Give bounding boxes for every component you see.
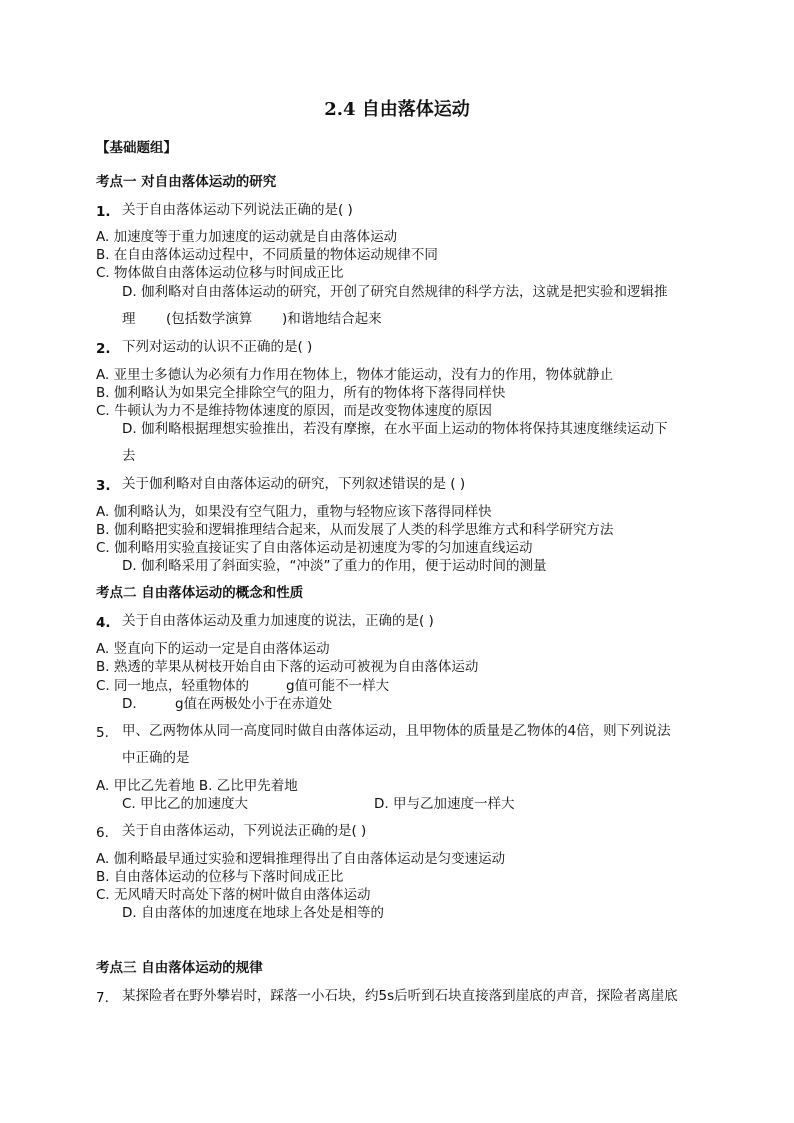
option-ab: A. 甲比乙先着地 B. 乙比甲先着地: [96, 778, 298, 794]
question-stem: 关于伽利略对自由落体运动的研究，下列叙述错误的是 ( ): [122, 476, 466, 492]
option-a: A. 伽利略最早通过实验和逻辑推理得出了自由落体运动是匀变速运动: [96, 851, 506, 867]
question-stem: 某探险者在野外攀岩时，踩落一小石块，约5s后听到石块直接落到崖底的声音，探险者离崖底: [122, 988, 678, 1004]
option-b: B. 伽利略把实验和逻辑推理结合起来，从而发展了人类的科学思维方式和科学研究方法: [96, 522, 614, 538]
option-a: A. 亚里士多德认为必须有力作用在物体上，物体才能运动，没有力的作用，物体就静止: [96, 367, 614, 383]
question-number: 3.: [96, 478, 111, 494]
option-b: B. 熟透的苹果从树枝开始自由下落的运动可被视为自由落体运动: [96, 659, 479, 675]
option-d: D. 甲与乙加速度一样大: [374, 796, 515, 812]
option-c: C. 甲比乙的加速度大: [122, 796, 249, 812]
option-a: A. 伽利略认为，如果没有空气阻力，重物与轻物应该下落得同样快: [96, 504, 492, 520]
section-heading-1: 考点一 对自由落体运动的研究: [96, 174, 277, 190]
question-stem: 关于自由落体运动及重力加速度的说法，正确的是( ): [122, 613, 434, 629]
option-a: A. 加速度等于重力加速度的运动就是自由落体运动: [96, 229, 398, 245]
option-c: C. 同一地点，轻重物体的: [96, 678, 250, 694]
question-number: 4.: [96, 615, 111, 631]
page-title: 2.4 自由落体运动: [324, 99, 470, 120]
question-number: 5.: [96, 725, 109, 741]
option-d: D. 伽利略根据理想实验推出，若没有摩擦，在水平面上运动的物体将保持其速度继续运动下: [122, 421, 668, 437]
option-d: D.: [122, 696, 137, 712]
section-heading-2: 考点二 自由落体运动的概念和性质: [96, 585, 304, 601]
group-label: 【基础题组】: [96, 140, 177, 156]
option-b: B. 伽利略认为如果完全排除空气的阻力，所有的物体将下落得同样快: [96, 385, 506, 401]
option-d-continued: 去: [122, 448, 136, 464]
question-number: 6.: [96, 825, 109, 841]
question-number: 2.: [96, 341, 111, 357]
question-stem: 关于自由落体运动，下列说法正确的是( ): [122, 823, 367, 839]
question-stem: 下列对运动的认识不正确的是( ): [122, 339, 313, 355]
option-c: C. 牛顿认为力不是维持物体速度的原因，而是改变物体速度的原因: [96, 403, 493, 419]
option-c: C. 伽利略用实验直接证实了自由落体运动是初速度为零的匀加速直线运动: [96, 540, 533, 556]
option-b: B. 在自由落体运动过程中，不同质量的物体运动规律不同: [96, 247, 438, 263]
question-number: 7.: [96, 990, 109, 1006]
option-d: D. 自由落体的加速度在地球上各处是相等的: [122, 905, 384, 921]
option-d-continued: 理: [122, 311, 136, 327]
option-a: A. 竖直向下的运动一定是自由落体运动: [96, 641, 330, 657]
question-stem: 关于自由落体运动下列说法正确的是( ): [122, 202, 353, 218]
question-stem: 甲、乙两物体从同一高度同时做自由落体运动，且甲物体的质量是乙物体的4倍，则下列说法: [122, 723, 671, 739]
question-stem-continued: 中正确的是: [122, 750, 190, 766]
question-number: 1.: [96, 204, 111, 220]
option-b: B. 自由落体运动的位移与下落时间成正比: [96, 869, 344, 885]
option-d: D. 伽利略采用了斜面实验，“冲淡”了重力的作用，便于运动时间的测量: [122, 558, 547, 574]
option-d-continued: g值在两极处小于在赤道处: [175, 696, 333, 712]
section-heading-3: 考点三 自由落体运动的规律: [96, 960, 263, 976]
option-d: D. 伽利略对自由落体运动的研究，开创了研究自然规律的科学方法，这就是把实验和逻辑推: [122, 284, 668, 300]
option-d-continued: (包括数学演算: [166, 311, 253, 327]
option-c: C. 无风晴天时高处下落的树叶做自由落体运动: [96, 887, 371, 903]
option-c-continued: g值可能不一样大: [286, 678, 390, 694]
option-c: C. 物体做自由落体运动位移与时间成正比: [96, 265, 344, 281]
option-d-continued: )和谐地结合起来: [282, 311, 382, 327]
